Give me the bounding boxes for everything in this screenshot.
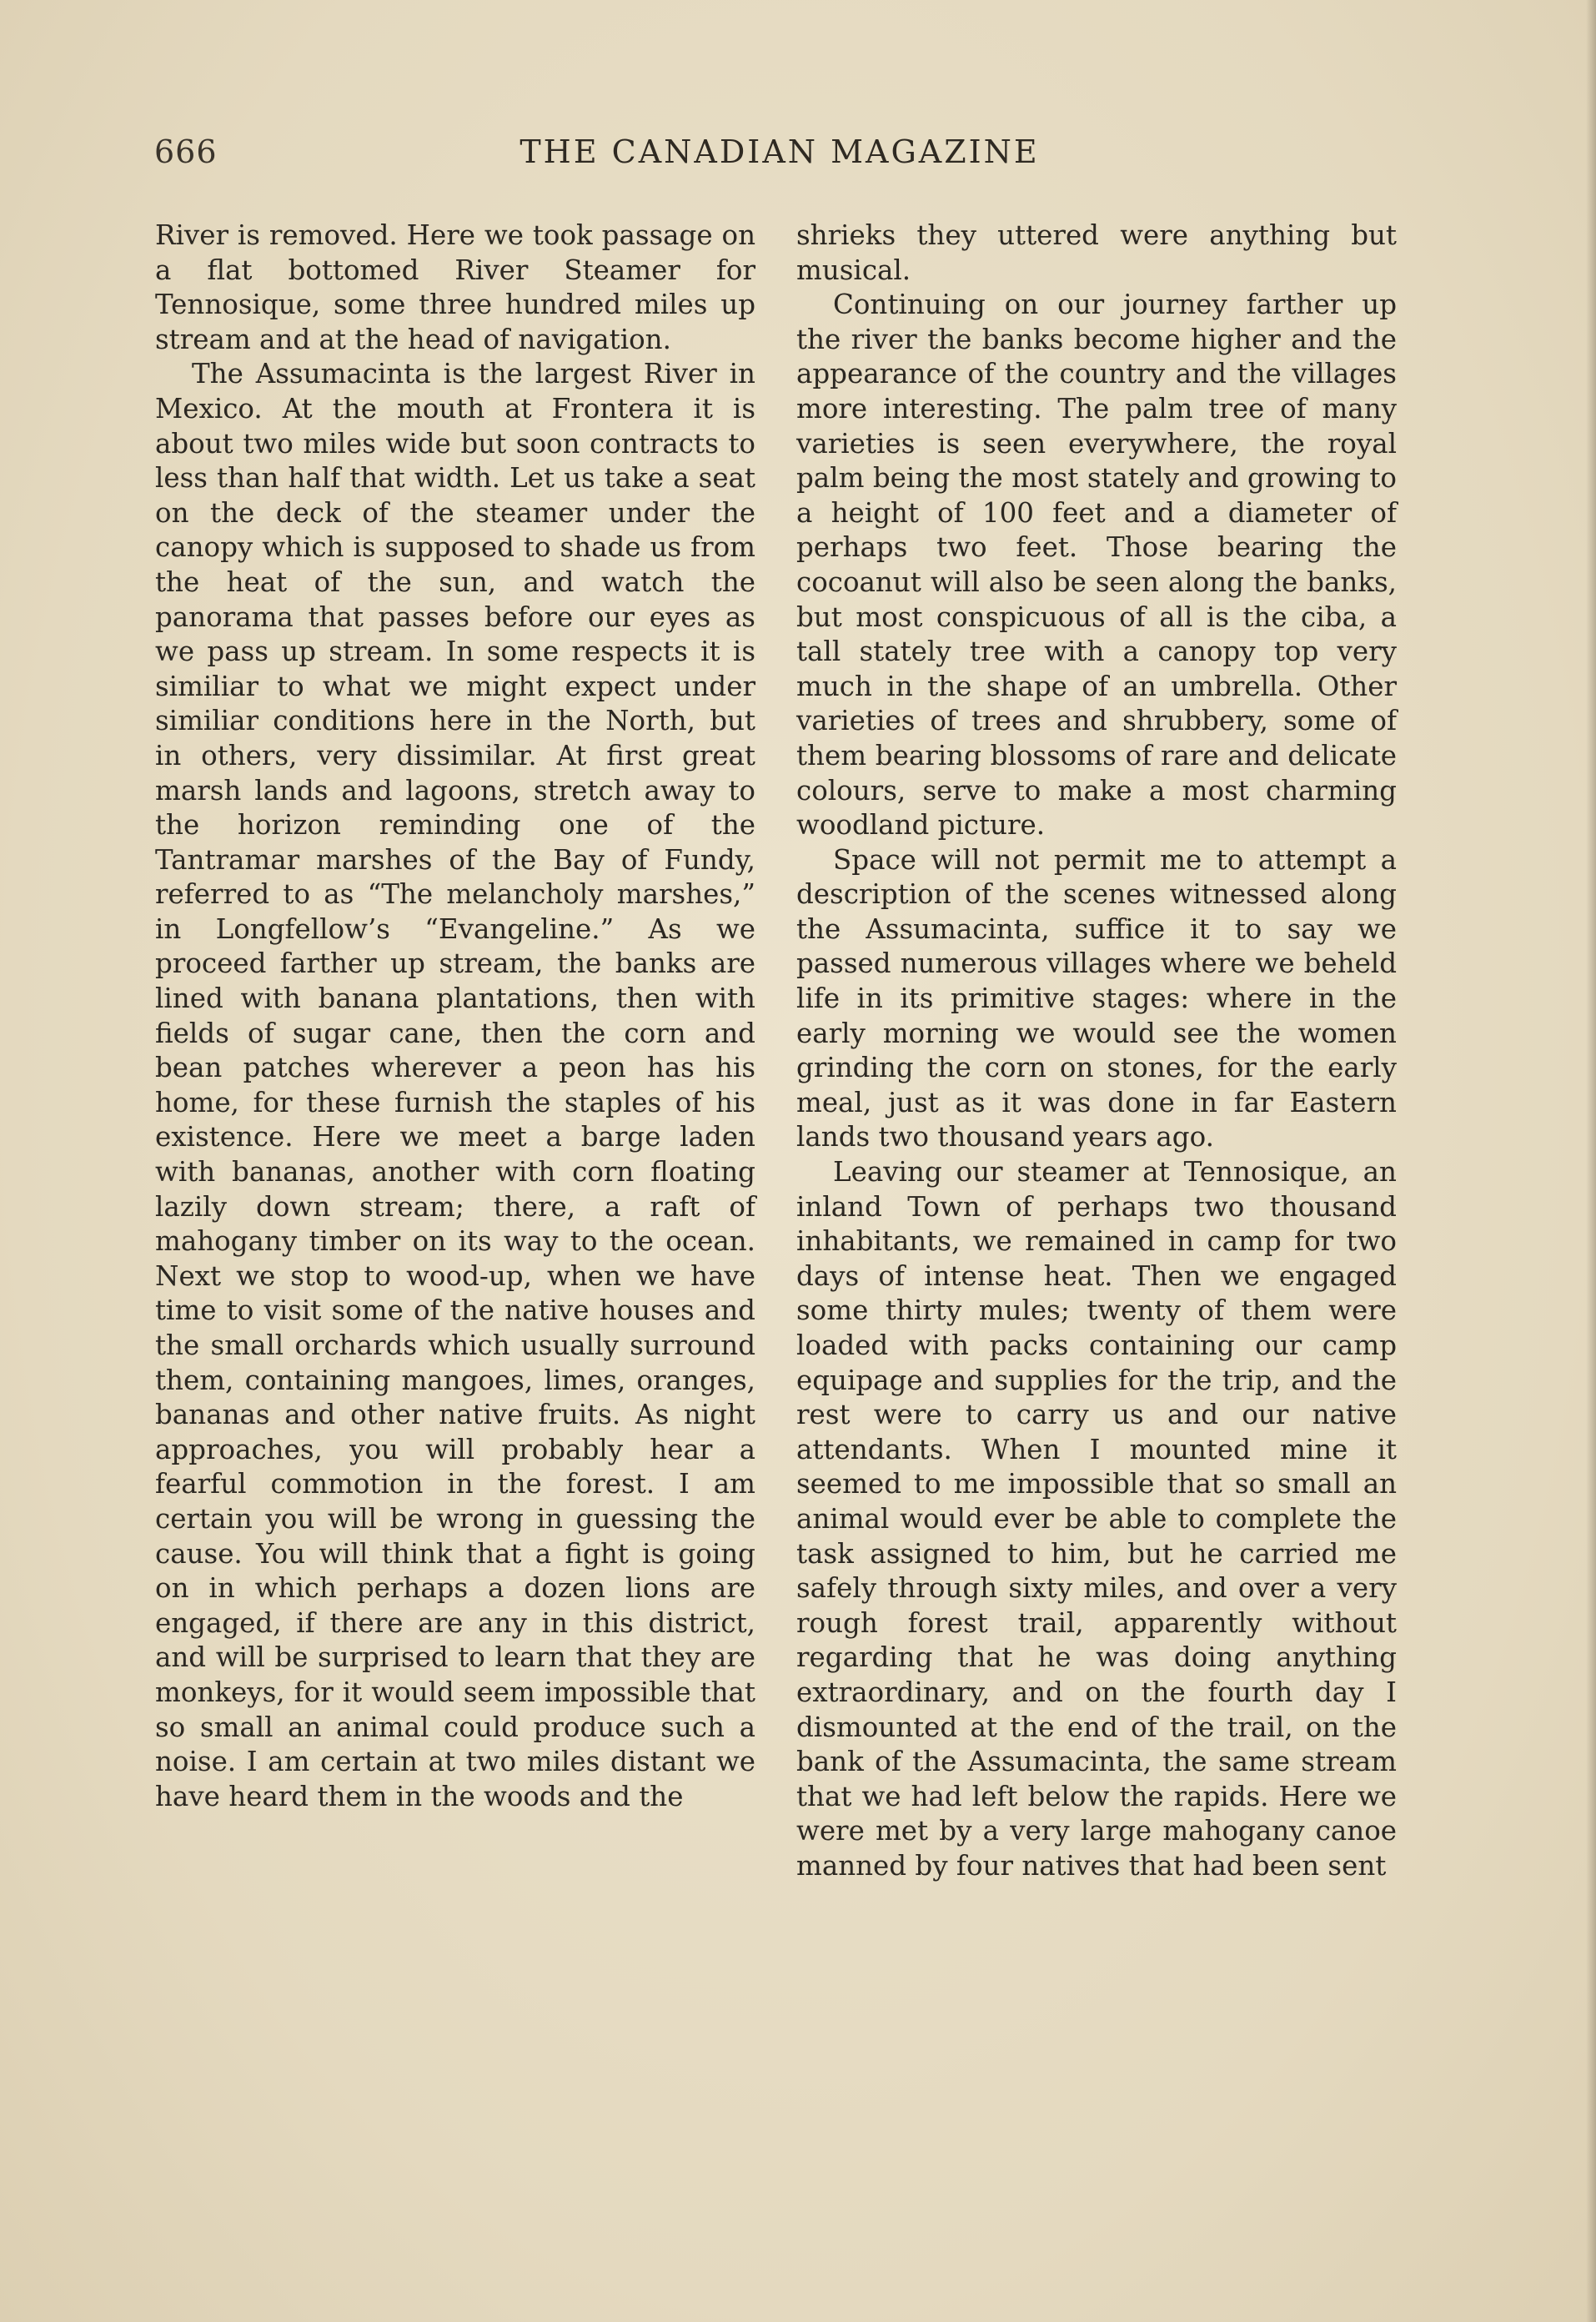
page-edge-shadow: [1586, 0, 1596, 2322]
right-paragraph-3: Space will not permit me to attempt a description of the scenes witnessed along the Assumacinta, suffice it to say we passed numerous villages where we beheld life in its primitive stages: where in the early morning we would see the women grinding the corn on stones, for the early meal, just as it was done in far Eastern lands two thousand years ago.: [796, 843, 1397, 1153]
right-paragraph-4: Leaving our steamer at Tennosique, an inland Town of perhaps two thousand inhabitants, we remained in camp for two days of intense heat. Then we engaged some thirty mules; twenty of them were loaded with packs containing our camp equipage and supplies for the trip, and the rest were to carry us and our native attendants. When I mounted mine it seemed to me impossible that so small an animal would ever be able to complete the task assigned to him, but he carried me safely through sixty miles, and over a very rough forest trail, apparently without regarding that he was doing anything extraordinary, and on the fourth day I dismounted at the end of the trail, on the bank of the Assumacinta, the same stream that we had left below the rapids. Here we were met by a very large mahogany canoe manned by four natives that had been sent: [796, 1156, 1397, 1882]
running-title: THE CANADIAN MAGAZINE: [519, 133, 1040, 170]
page-header: [154, 133, 1405, 183]
left-paragraph-2: The Assumacinta is the largest River in Mexico. At the mouth at Frontera it is about two miles wide but soon contracts to less than half that width. Let us take a seat on the deck of the steamer under the canopy which is supposed to shade us from the heat of the sun, and watch the panorama that passes before our eyes as we pass up stream. In some respects it is similiar to what we might expect under similiar conditions here in the North, but in others, very dissimilar. At first great marsh lands and lagoons, stretch away to the horizon reminding one of the Tantramar marshes of the Bay of Fundy, referred to as “The melancholy marshes,” in Longfellow’s “Evangeline.” As we proceed farther up stream, the banks are lined with banana plantations, then with fields of sugar cane, then the corn and bean patches wherever a peon has his home, for these furnish the staples of his existence. Here we meet a barge laden with bananas, another with corn floating lazily down stream; there, a raft of mahogany timber on its way to the ocean. Next we stop to wood-up, when we have time to visit some of the native houses and the small orchards which usually surround them, containing mangoes, limes, oranges, bananas and other native fruits. As night approaches, you will probably hear a fearful commotion in the forest. I am certain you will be wrong in guessing the cause. You will think that a fight is going on in which perhaps a dozen lions are engaged, if there are any in this district, and will be surprised to learn that they are monkeys, for it would seem impossible that so small an animal could produce such a noise. I am certain at two miles distant we have heard them in the woods and the: [155, 358, 755, 1812]
left-column: [155, 219, 755, 1814]
right-paragraph-2: Continuing on our journey farther up the river the banks become higher and the appearance of the country and the villages more interesting. The palm tree of many varieties is seen everywhere, the royal palm being the most stately and growing to a height of 100 feet and a diameter of perhaps two feet. Those bearing the cocoanut will also be seen along the banks, but most conspicuous of all is the ciba, a tall stately tree with a canopy top very much in the shape of an umbrella. Other varieties of trees and shrubbery, some of them bearing blossoms of rare and delicate colours, serve to make a most charming woodland picture.: [796, 289, 1397, 842]
right-column: [796, 219, 1397, 1884]
page-number: 666: [154, 133, 218, 170]
right-paragraph-1: shrieks they uttered were anything but musical.: [796, 219, 1397, 286]
left-paragraph-1: River is removed. Here we took passage on a flat bottomed River Steamer for Tennosique, some three hundred miles up stream and at the head of navigation.: [155, 219, 755, 355]
